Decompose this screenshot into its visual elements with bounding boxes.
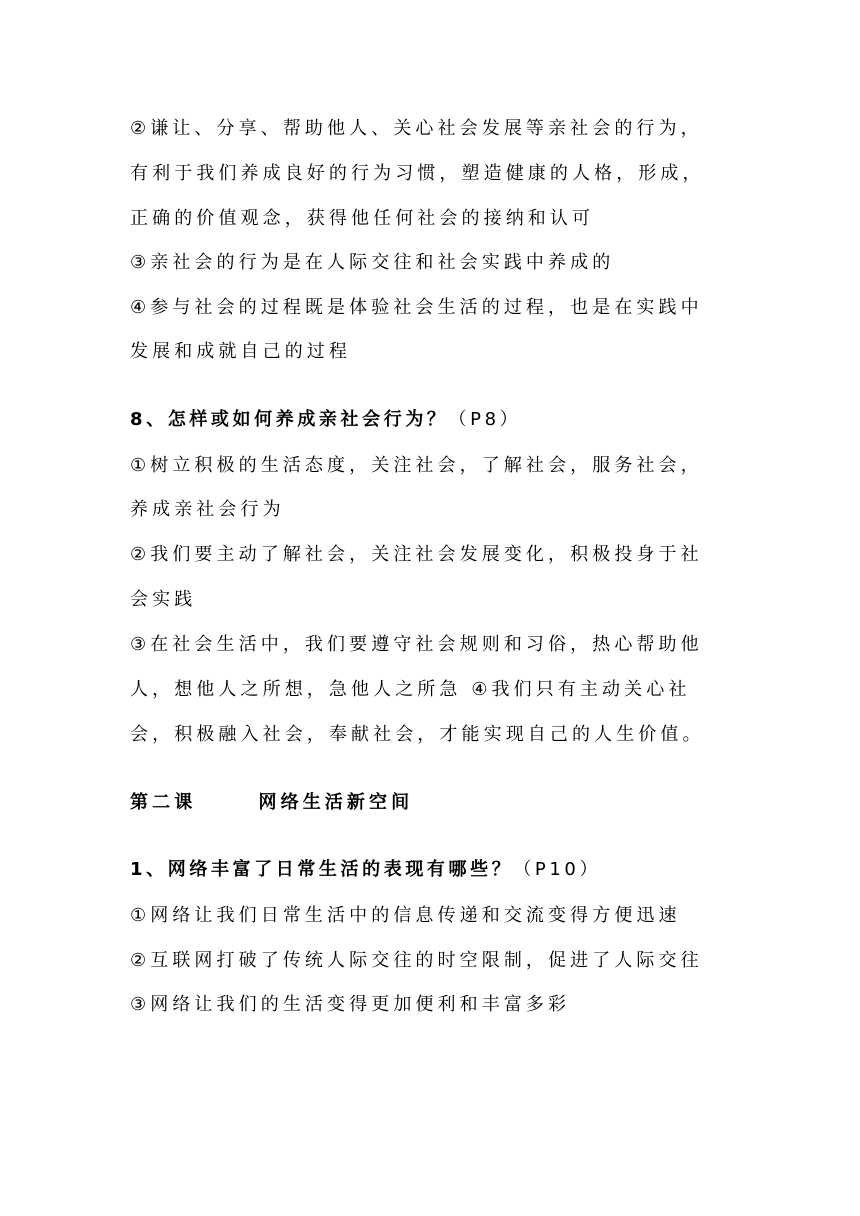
text-line: 人，想他人之所想，急他人之所急 ④我们只有主动关心社 [130, 679, 691, 700]
text-line: 发展和成就自己的过程 [130, 341, 351, 362]
text-line: ③在社会生活中，我们要遵守社会规则和习俗，热心帮助他 [130, 634, 703, 655]
text-line: ②谦让、分享、帮助他人、关心社会发展等亲社会的行为， [130, 118, 703, 139]
question-heading [130, 407, 730, 433]
question-heading [130, 857, 730, 883]
text-line: ②我们要主动了解社会，关注社会发展变化，积极投身于社 [130, 544, 703, 565]
text-line: 正确的价值观念，获得他任何社会的接纳和认可 [130, 208, 595, 229]
text-line: 养成亲社会行为 [130, 499, 285, 520]
page-reference: （P8） [448, 409, 522, 430]
page-reference: （P10） [513, 859, 602, 880]
text-line: ③网络让我们的生活变得更加便利和丰富多彩 [130, 994, 571, 1015]
text-line: ②互联网打破了传统人际交往的时空限制，促进了人际交往 [130, 950, 703, 971]
text-line: ①网络让我们日常生活中的信息传递和交流变得方便迅速 [130, 905, 681, 926]
text-line: ③亲社会的行为是在人际交往和社会实践中养成的 [130, 252, 615, 273]
text-line: 会，积极融入社会，奉献社会，才能实现自己的人生价值。 [130, 724, 705, 745]
text-line: ④参与社会的过程既是体验社会生活的过程，也是在实践中 [130, 297, 703, 318]
question-text: 1、网络丰富了日常生活的表现有哪些？ [130, 859, 514, 880]
text-line: 有利于我们养成良好的行为习惯，塑造健康的人格，形成， [130, 163, 705, 184]
question-text: 8、怎样或如何养成亲社会行为？ [130, 409, 449, 430]
lesson-title: 第二课 网络生活新空间 [130, 792, 414, 813]
text-line: 会实践 [130, 589, 197, 610]
text-line: ①树立积极的生活态度，关注社会，了解社会，服务社会， [130, 455, 703, 476]
